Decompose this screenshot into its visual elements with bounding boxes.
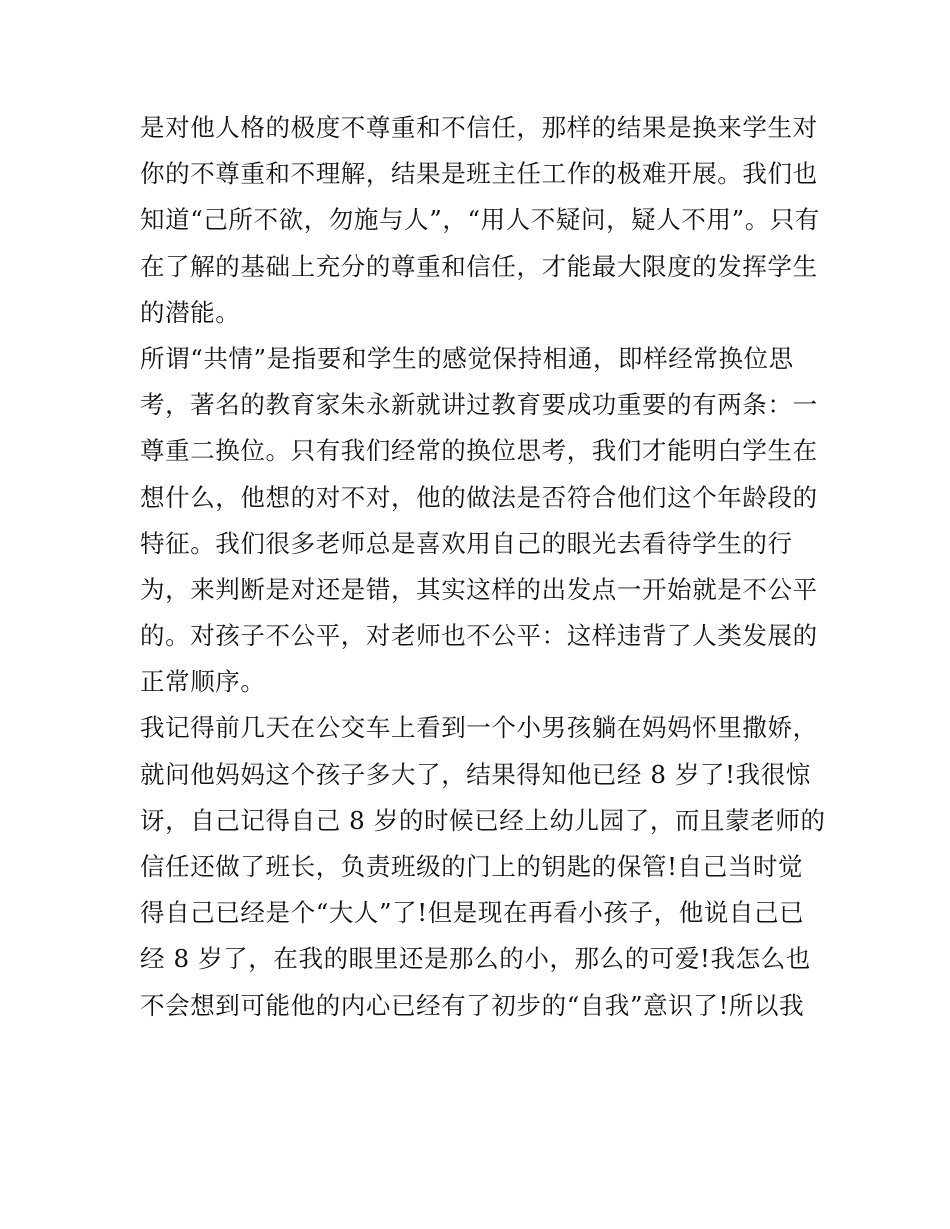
text-line: 你的不尊重和不理解，结果是班主任工作的极难开展。我们也 — [140, 159, 818, 189]
text-line: 考，著名的教育家朱永新就讲过教育要成功重要的有两条：一 — [140, 390, 818, 420]
text-line: 的潜能。 — [140, 297, 241, 327]
text-line: 我记得前几天在公交车上看到一个小男孩躺在妈妈怀里撒娇， — [140, 713, 818, 743]
text-line: 讶，自己记得自己 8 岁的时候已经上幼儿园了，而且蒙老师的 — [140, 805, 826, 835]
text-line: 所谓“共情”是指要和学生的感觉保持相通，即样经常换位思 — [140, 343, 794, 373]
text-line: 经 8 岁了，在我的眼里还是那么的小，那么的可爱!我怎么也 — [140, 944, 811, 974]
text-line: 就问他妈妈这个孩子多大了，结果得知他已经 8 岁了!我很惊 — [140, 759, 811, 789]
text-line: 不会想到可能他的内心已经有了初步的“自我”意识了!所以我 — [140, 990, 805, 1020]
text-line: 想什么，他想的对不对，他的做法是否符合他们这个年龄段的 — [140, 482, 818, 512]
text-line: 为，来判断是对还是错，其实这样的出发点一开始就是不公平 — [140, 574, 818, 604]
text-line: 尊重二换位。只有我们经常的换位思考，我们才能明白学生在 — [140, 436, 818, 466]
text-line: 正常顺序。 — [140, 667, 266, 697]
text-line: 得自己已经是个“大人”了!但是现在再看小孩子，他说自己已 — [140, 898, 805, 928]
body-text — [140, 105, 826, 1029]
text-line: 在了解的基础上充分的尊重和信任，才能最大限度的发挥学生 — [140, 251, 818, 281]
text-line: 是对他人格的极度不尊重和不信任，那样的结果是换来学生对 — [140, 113, 818, 142]
text-line: 的。对孩子不公平，对老师也不公平：这样违背了人类发展的 — [140, 621, 818, 651]
text-line: 信任还做了班长，负责班级的门上的钥匙的保管!自己当时觉 — [140, 852, 804, 881]
text-line: 知道“己所不欲，勿施与人”，“用人不疑问，疑人不用”。只有 — [140, 205, 820, 235]
text-line: 特征。我们很多老师总是喜欢用自己的眼光去看待学生的行 — [140, 528, 793, 558]
